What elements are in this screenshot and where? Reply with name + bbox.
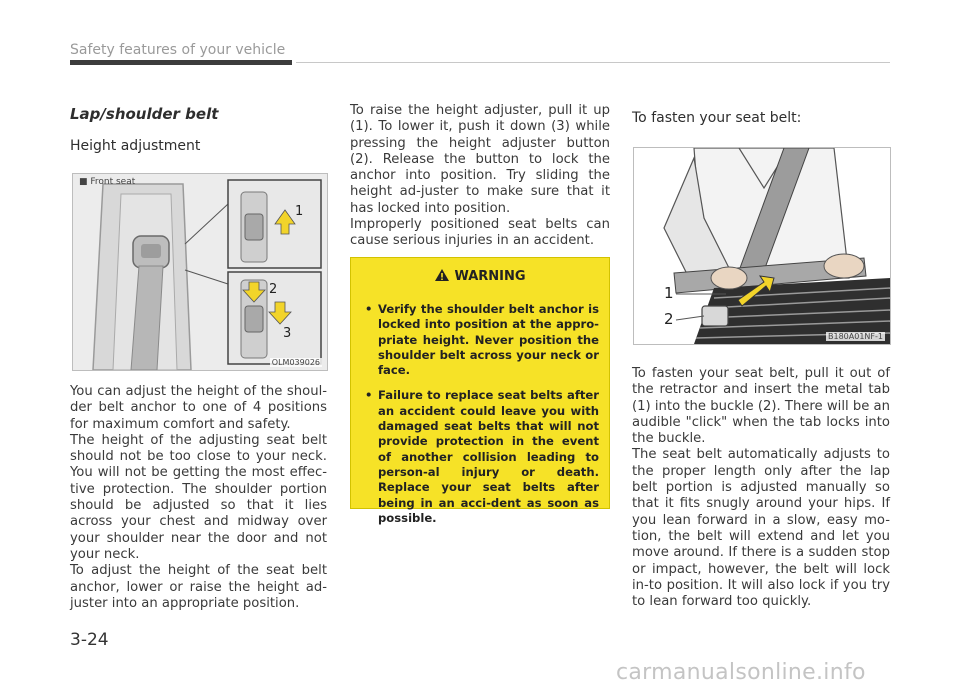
callout-1: 1 (295, 204, 304, 219)
header-rule-thin (296, 62, 890, 63)
warning-heading (351, 268, 609, 284)
body-text-col3 (632, 366, 890, 610)
warning-item: • Failure to replace seat belts after an accident could leave you with damaged seat belts that will not provide protection in the event of another collision leading to person-al injury or death. Replace your seat belts after being in an acci-dent as soon as possible. (365, 388, 599, 526)
fasten-belt-figure (633, 147, 891, 345)
warning-list (365, 302, 599, 536)
callout-2: 2 (269, 282, 278, 297)
callout-1: 1 (664, 284, 674, 302)
height-adjuster-figure (72, 173, 328, 371)
body-text-col1 (70, 384, 327, 612)
fasten-title: To fasten your seat belt: (632, 110, 802, 126)
body-text-col2 (350, 103, 610, 250)
header-rule (70, 60, 292, 65)
section-title: Lap/shoulder belt (70, 105, 219, 123)
paragraph: The seat belt automatically adjusts to the proper length only after the lap belt portion is adjusted manually so that it fits snugly around your hips. If you lean forward in a slow, easy mo-tion, the belt will extend and let you move around. If there is a sudden stop or impact, however, the belt will lock in-to position. It will also lock if you try to lean forward too quickly. (632, 447, 890, 610)
figure-code: B180A01NF-1 (828, 332, 883, 341)
paragraph: The height of the adjusting seat belt should not be too close to your neck. You will not be getting the most effec-tive protection. The shoulder portion should be adjusted so that it lies across your chest and midway over your shoulder near the door and not your neck. (70, 432, 327, 562)
paragraph: You can adjust the height of the shoul-der belt anchor to one of 4 positions for maximum comfort and safety. (70, 384, 327, 432)
watermark: carmanualsonline.info (616, 660, 866, 685)
callout-3: 3 (283, 326, 292, 341)
paragraph: To fasten your seat belt, pull it out of the retractor and insert the metal tab (1) into the buckle (2). There will be an audible "click" when the tab locks into the buckle. (632, 366, 890, 447)
paragraph: To raise the height adjuster, pull it up (1). To lower it, push it down (3) while pressing the height adjuster button (2). Release the button to lock the anchor into position. Try sliding the height ad-juster to make sure that it has locked into position. (350, 103, 610, 216)
paragraph: To adjust the height of the seat belt anchor, lower or raise the height ad-juster into an appropriate position. (70, 563, 327, 611)
running-header: Safety features of your vehicle (70, 42, 286, 58)
paragraph: Improperly positioned seat belts can cause serious injuries in an accident. (350, 217, 610, 249)
figure-label: ■ Front seat (79, 177, 136, 187)
page-number: 3-24 (70, 630, 109, 650)
callout-2: 2 (664, 310, 674, 328)
figure-code: OLM039026 (271, 358, 320, 367)
warning-item: • Verify the shoulder belt anchor is locked into position at the appro-priate height. Never position the shoulder belt across your neck or face. (365, 302, 599, 378)
subsection-title: Height adjustment (70, 138, 201, 154)
warning-box (350, 257, 610, 525)
warning-title: WARNING (454, 269, 526, 284)
warning-triangle-icon (434, 268, 450, 282)
